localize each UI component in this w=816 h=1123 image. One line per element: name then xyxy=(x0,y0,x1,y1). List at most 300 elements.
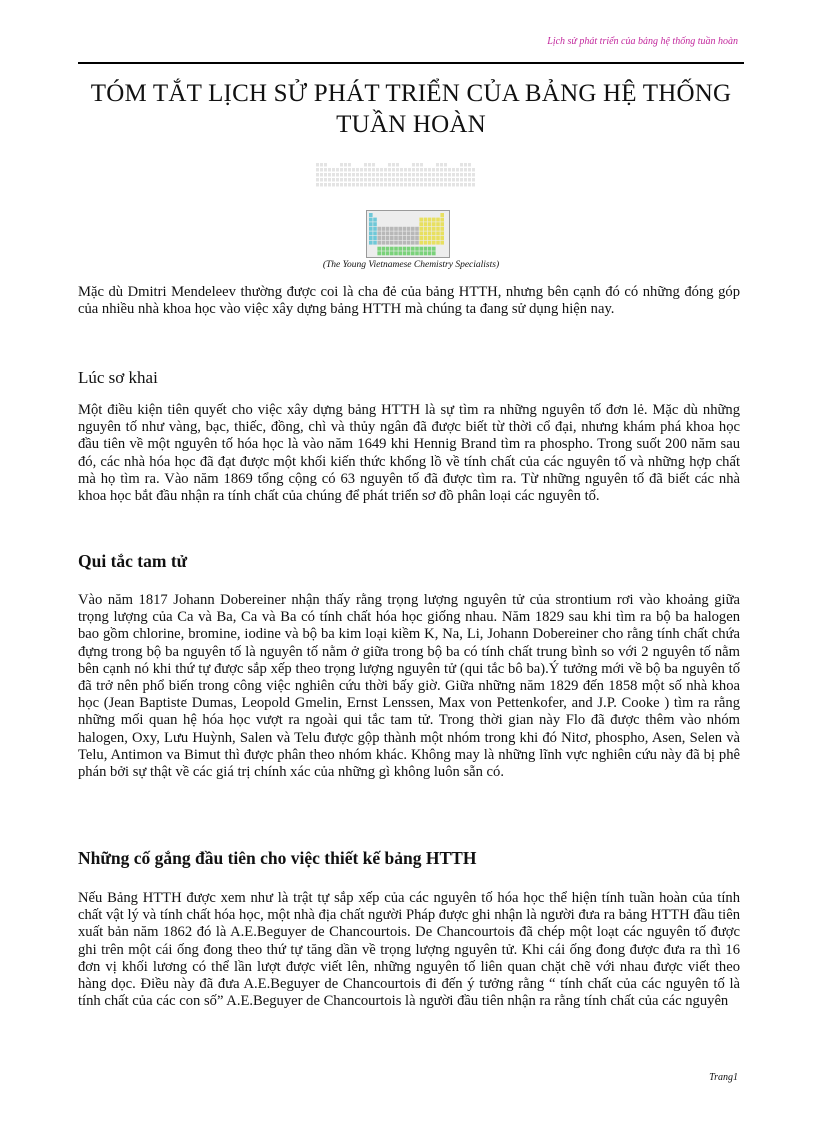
banner-cell xyxy=(324,168,327,172)
banner-cell xyxy=(444,163,447,167)
banner-cell xyxy=(316,183,319,187)
periodic-cell xyxy=(428,247,432,251)
periodic-cell xyxy=(369,231,373,235)
banner-cell xyxy=(440,168,443,172)
banner-cell xyxy=(364,173,367,177)
banner-cell xyxy=(432,183,435,187)
periodic-cell xyxy=(377,241,381,245)
banner-cell xyxy=(344,178,347,182)
banner-cell xyxy=(400,173,403,177)
periodic-cell xyxy=(394,236,398,240)
banner-cell xyxy=(348,183,351,187)
periodic-cell xyxy=(386,251,390,255)
periodic-cell xyxy=(440,231,444,235)
banner-cell xyxy=(328,183,331,187)
banner-cell xyxy=(472,178,475,182)
banner-cell xyxy=(328,178,331,182)
banner-cell xyxy=(428,178,431,182)
periodic-cell xyxy=(419,241,423,245)
banner-cell xyxy=(344,163,347,167)
periodic-cell xyxy=(382,251,386,255)
banner-cell xyxy=(316,178,319,182)
banner-cell xyxy=(412,178,415,182)
banner-cell xyxy=(448,168,451,172)
banner-cell xyxy=(436,163,439,167)
periodic-cell xyxy=(440,236,444,240)
banner-cell xyxy=(456,168,459,172)
banner-cell xyxy=(396,173,399,177)
banner-cell xyxy=(372,178,375,182)
banner-cell xyxy=(324,173,327,177)
banner-cell xyxy=(396,168,399,172)
banner-cell xyxy=(456,178,459,182)
banner-cell xyxy=(392,163,395,167)
banner-cell xyxy=(404,183,407,187)
banner-cell xyxy=(408,183,411,187)
section-body-early-days: Một điều kiện tiên quyết cho việc xây dựng bảng HTTH là sự tìm ra những nguyên tố đơn lẻ. Mặc dù những nguyên tố như vàng, bạc, thiếc, đồng, chì và thủy ngân đã được biết từ thời cổ đại, nhưng khám phá khoa học đầu tiên về một nguyên tố hóa học là vào năm 1649 khi Hennig Brand tìm ra phospho. Trong suốt 200 năm sau đó, các nhà hóa học đã đạt được một khối kiến thức khổng lồ về tính chất của các nguyên tố và những hợp chất mà họ tìm ra. Vào năm 1869 tổng cộng có 63 nguyên tố đã được tìm ra. Từ những nguyên tố đã biết các nhà khoa học bắt đầu nhận ra tính chất của chúng để phát triển sơ đồ phân loại các nguyên tố. xyxy=(78,402,740,505)
banner-cell xyxy=(336,173,339,177)
banner-cell xyxy=(380,168,383,172)
banner-cell xyxy=(448,173,451,177)
periodic-cell xyxy=(373,236,377,240)
banner-cell xyxy=(392,178,395,182)
banner-cell xyxy=(360,183,363,187)
banner-cell xyxy=(388,163,391,167)
page-header-note: Lịch sử phát triển của bảng hệ thống tuần hoàn xyxy=(547,36,738,47)
banner-cell xyxy=(392,183,395,187)
banner-cell xyxy=(368,168,371,172)
banner-cell xyxy=(400,178,403,182)
periodic-cell xyxy=(394,247,398,251)
banner-cell xyxy=(444,173,447,177)
banner-cell xyxy=(468,178,471,182)
periodic-cell xyxy=(424,218,428,222)
banner-cell xyxy=(468,163,471,167)
periodic-cell xyxy=(382,247,386,251)
banner-cell xyxy=(360,168,363,172)
periodic-cell xyxy=(386,227,390,231)
banner-cell xyxy=(324,183,327,187)
periodic-cell xyxy=(390,241,394,245)
periodic-cell xyxy=(415,251,419,255)
periodic-cell xyxy=(428,227,432,231)
banner-cell xyxy=(364,163,367,167)
banner-cell xyxy=(460,163,463,167)
banner-cell xyxy=(336,178,339,182)
periodic-cell xyxy=(424,222,428,226)
banner-cell xyxy=(396,163,399,167)
banner-cell xyxy=(460,173,463,177)
banner-cell xyxy=(404,173,407,177)
periodic-cell xyxy=(432,227,436,231)
banner-cell xyxy=(316,168,319,172)
periodic-cell xyxy=(424,231,428,235)
periodic-cell xyxy=(390,236,394,240)
banner-cell xyxy=(380,178,383,182)
banner-cell xyxy=(420,173,423,177)
periodic-cell xyxy=(424,227,428,231)
periodic-cell xyxy=(369,222,373,226)
banner-cell xyxy=(468,168,471,172)
periodic-cell xyxy=(390,227,394,231)
banner-cell xyxy=(332,173,335,177)
banner-cell xyxy=(428,183,431,187)
banner-cell xyxy=(448,178,451,182)
banner-cell xyxy=(364,168,367,172)
periodic-cell xyxy=(436,241,440,245)
banner-cell xyxy=(428,173,431,177)
banner-cell xyxy=(404,168,407,172)
periodic-cell xyxy=(428,251,432,255)
periodic-cell xyxy=(369,236,373,240)
banner-cell xyxy=(392,173,395,177)
banner-cell xyxy=(352,173,355,177)
banner-cell xyxy=(376,178,379,182)
periodic-cell xyxy=(398,227,402,231)
banner-cell xyxy=(332,168,335,172)
banner-cell xyxy=(416,163,419,167)
periodic-cell xyxy=(432,241,436,245)
banner-cell xyxy=(320,173,323,177)
page-title: TÓM TẮT LỊCH SỬ PHÁT TRIỂN CỦA BẢNG HỆ THỐNG TUẦN HOÀN xyxy=(90,80,732,138)
periodic-cell xyxy=(436,222,440,226)
periodic-cell xyxy=(424,251,428,255)
banner-cell xyxy=(388,168,391,172)
periodic-cell xyxy=(440,213,444,217)
figure-caption: (The Young Vietnamese Chemistry Specialists) xyxy=(322,260,500,270)
periodic-cell xyxy=(373,241,377,245)
banner-cell xyxy=(388,183,391,187)
banner-cell xyxy=(436,183,439,187)
banner-cell xyxy=(432,173,435,177)
banner-cell xyxy=(432,168,435,172)
banner-cell xyxy=(400,183,403,187)
periodic-cell xyxy=(419,247,423,251)
banner-cell xyxy=(388,178,391,182)
periodic-cell xyxy=(436,227,440,231)
banner-cell xyxy=(348,173,351,177)
periodic-cell xyxy=(369,213,373,217)
banner-cell xyxy=(412,183,415,187)
periodic-cell xyxy=(424,241,428,245)
banner-cell xyxy=(472,173,475,177)
banner-cell xyxy=(340,163,343,167)
periodic-cell xyxy=(432,251,436,255)
banner-cell xyxy=(424,183,427,187)
faded-periodic-table-banner xyxy=(314,157,478,191)
periodic-cell xyxy=(403,231,407,235)
periodic-cell xyxy=(419,227,423,231)
periodic-cell xyxy=(403,236,407,240)
banner-cell xyxy=(384,173,387,177)
banner-cell xyxy=(440,178,443,182)
banner-cell xyxy=(356,168,359,172)
periodic-cell xyxy=(373,231,377,235)
periodic-cell xyxy=(432,222,436,226)
periodic-cell xyxy=(394,251,398,255)
banner-cell xyxy=(464,183,467,187)
periodic-cell xyxy=(386,247,390,251)
periodic-cell xyxy=(407,236,411,240)
periodic-cell xyxy=(403,247,407,251)
periodic-cell xyxy=(403,251,407,255)
banner-cell xyxy=(320,168,323,172)
banner-cell xyxy=(352,168,355,172)
periodic-cell xyxy=(411,251,415,255)
banner-cell xyxy=(332,183,335,187)
periodic-cell xyxy=(415,227,419,231)
periodic-cell xyxy=(419,222,423,226)
periodic-cell xyxy=(419,236,423,240)
periodic-cell xyxy=(428,222,432,226)
banner-cell xyxy=(356,183,359,187)
banner-cell xyxy=(388,173,391,177)
periodic-cell xyxy=(386,241,390,245)
banner-cell xyxy=(368,183,371,187)
periodic-cell xyxy=(419,231,423,235)
periodic-cell xyxy=(377,236,381,240)
section-body-first-attempts: Nếu Bảng HTTH được xem như là trật tự sắp xếp của các nguyên tố hóa học thể hiện tính tuần hoàn của tính chất vật lý và tính chất hóa học, một nhà địa chất người Pháp được ghi nhận là người đưa ra bảng HTTH đầu tiên xuất bản năm 1862 đó là A.E.Beguyer de Chancourtois. De Chancourtois đã chép một loạt các nguyên tố được ghi trên một cái ống đong theo thứ tự tăng dần về trọng lượng nguyên tử. Khi cái ống đong được đưa ra thì 16 đơn vị khối lương có thể lần lượt được viết lên, những nguyên tố liên quan chặt chẽ với nhau được viết theo hàng dọc. Điều này đã đưa A.E.Beguyer de Chancourtois đi đến ý tưởng rằng “ tính chất của các nguyên tố là tính chất của các con số” A.E.Beguyer de Chancourtois là người đầu tiên nhận ra rằng tính chất của các nguyên xyxy=(78,890,740,1010)
periodic-cell xyxy=(373,227,377,231)
periodic-cell xyxy=(419,218,423,222)
periodic-cell xyxy=(386,231,390,235)
banner-cell xyxy=(464,168,467,172)
periodic-cell xyxy=(369,241,373,245)
periodic-cell xyxy=(415,231,419,235)
periodic-cell xyxy=(407,241,411,245)
periodic-cell xyxy=(377,251,381,255)
banner-cell xyxy=(328,168,331,172)
banner-cell xyxy=(468,183,471,187)
banner-cell xyxy=(384,168,387,172)
banner-cell xyxy=(436,178,439,182)
banner-cell xyxy=(424,178,427,182)
section-body-triads: Vào năm 1817 Johann Dobereiner nhận thấy rằng trọng lượng nguyên tử của strontium rơi vào khoảng giữa trọng lượng của Ca và Ba, Ca và Ba có tính chất hóa học giống nhau. Năm 1829 sau khi tìm ra bộ ba halogen bao gồm chlorine, bromine, iodine và bộ ba kim loại kiềm K, Na, Li, Johann Dobereiner cho rằng tính chất chứa đựng trong bộ ba nguyên tố là nguyên tố nằm ở giữa trong bộ ba có tính chất trung bình so với 2 nguyên tố nằm bên cạnh nó khi thứ tự được sắp xếp theo trọng lượng nguyên tử (qui tắc bô ba).Ý tưởng mới về bộ ba nguyên tố đã trở nên phổ biến trong công việc nghiên cứu thời bấy giờ. Giữa những năm 1829 đến 1858 một số nhà khoa học (Jean Baptiste Dumas, Leopold Gmelin, Ernst Lenssen, Max von Pettenkofer, and J.P. Cooke ) tìm ra rằng những mối quan hệ hóa học vượt ra ngoài qui tắc tam tử. Trong thời gian này Flo đã được thêm vào nhóm halogen, Oxy, Lưu Huỳnh, Salen và Telu được gộp thành một nhóm trong khi đó Nitơ, phospho, Asen, Selen và Telu, Antimon va Bimut thì được phân theo nhóm khác. Không may là những lĩnh vực nghiên cứu này đã bị phê phán bởi sự thật về các giá trị chính xác của những gì không luôn sẵn có. xyxy=(78,592,740,781)
banner-cell xyxy=(416,168,419,172)
periodic-cell xyxy=(398,247,402,251)
banner-cell xyxy=(412,173,415,177)
banner-cell xyxy=(424,173,427,177)
banner-cell xyxy=(356,178,359,182)
periodic-cell xyxy=(382,227,386,231)
periodic-cell xyxy=(390,251,394,255)
periodic-cell xyxy=(403,227,407,231)
banner-cell xyxy=(372,163,375,167)
periodic-cell xyxy=(436,231,440,235)
periodic-cell xyxy=(428,218,432,222)
periodic-cell xyxy=(386,236,390,240)
periodic-cell xyxy=(411,236,415,240)
periodic-cell xyxy=(440,218,444,222)
section-heading-first-attempts: Những cố gắng đầu tiên cho việc thiết kế bảng HTTH xyxy=(78,848,477,868)
banner-cell xyxy=(336,183,339,187)
banner-cell xyxy=(420,183,423,187)
banner-cell xyxy=(416,178,419,182)
banner-cell xyxy=(348,168,351,172)
banner-cell xyxy=(468,173,471,177)
banner-cell xyxy=(328,173,331,177)
banner-cell xyxy=(440,173,443,177)
periodic-cell xyxy=(394,241,398,245)
banner-cell xyxy=(340,173,343,177)
banner-cell xyxy=(380,183,383,187)
periodic-cell xyxy=(428,241,432,245)
banner-cell xyxy=(332,178,335,182)
banner-cell xyxy=(448,183,451,187)
banner-cell xyxy=(324,163,327,167)
periodic-cell xyxy=(424,247,428,251)
periodic-cell xyxy=(428,231,432,235)
banner-cell xyxy=(412,168,415,172)
periodic-cell xyxy=(382,241,386,245)
banner-cell xyxy=(368,163,371,167)
periodic-cell xyxy=(440,227,444,231)
periodic-cell xyxy=(373,218,377,222)
periodic-cell xyxy=(407,227,411,231)
intro-paragraph: Mặc dù Dmitri Mendeleev thường được coi là cha đẻ của bảng HTTH, nhưng bên cạnh đó có những đóng góp của nhiều nhà khoa học vào việc xây dựng bảng HTTH mà chúng ta đang sử dụng hiện nay. xyxy=(78,284,740,318)
periodic-table-icon xyxy=(366,210,450,258)
periodic-cell xyxy=(411,227,415,231)
banner-cell xyxy=(376,168,379,172)
banner-cell xyxy=(396,183,399,187)
periodic-cell xyxy=(428,236,432,240)
periodic-cell xyxy=(411,247,415,251)
periodic-cell xyxy=(432,231,436,235)
banner-cell xyxy=(460,183,463,187)
banner-cell xyxy=(432,178,435,182)
banner-cell xyxy=(460,168,463,172)
periodic-cell xyxy=(369,227,373,231)
banner-cell xyxy=(344,168,347,172)
banner-cell xyxy=(348,163,351,167)
banner-cell xyxy=(444,168,447,172)
banner-cell xyxy=(316,163,319,167)
banner-cell xyxy=(344,173,347,177)
periodic-cell xyxy=(369,218,373,222)
periodic-cell xyxy=(377,231,381,235)
periodic-cell xyxy=(407,251,411,255)
periodic-cell xyxy=(398,236,402,240)
periodic-cell xyxy=(403,241,407,245)
banner-cell xyxy=(392,168,395,172)
periodic-cell xyxy=(432,236,436,240)
banner-cell xyxy=(372,173,375,177)
banner-cell xyxy=(436,168,439,172)
page-number: Trang1 xyxy=(709,1072,738,1083)
banner-cell xyxy=(396,178,399,182)
banner-cell xyxy=(404,178,407,182)
periodic-cell xyxy=(390,231,394,235)
banner-cell xyxy=(472,183,475,187)
banner-cell xyxy=(420,178,423,182)
banner-cell xyxy=(360,173,363,177)
banner-cell xyxy=(320,183,323,187)
banner-cell xyxy=(316,173,319,177)
periodic-cell xyxy=(377,247,381,251)
banner-cell xyxy=(344,183,347,187)
banner-cell xyxy=(352,183,355,187)
section-heading-triads: Qui tắc tam tử xyxy=(78,551,188,571)
periodic-cell xyxy=(415,236,419,240)
banner-cell xyxy=(456,183,459,187)
periodic-cell xyxy=(398,251,402,255)
banner-cell xyxy=(428,168,431,172)
banner-cell xyxy=(408,173,411,177)
banner-cell xyxy=(356,173,359,177)
banner-cell xyxy=(320,178,323,182)
banner-cell xyxy=(452,178,455,182)
banner-cell xyxy=(464,163,467,167)
banner-cell xyxy=(440,163,443,167)
banner-cell xyxy=(376,173,379,177)
periodic-cell xyxy=(432,247,436,251)
banner-cell xyxy=(464,173,467,177)
banner-cell xyxy=(372,183,375,187)
periodic-cell xyxy=(382,236,386,240)
section-heading-early-days: Lúc sơ khai xyxy=(78,368,158,387)
banner-cell xyxy=(464,178,467,182)
banner-cell xyxy=(348,178,351,182)
banner-cell xyxy=(336,168,339,172)
banner-cell xyxy=(444,183,447,187)
periodic-cell xyxy=(440,241,444,245)
banner-cell xyxy=(452,168,455,172)
banner-cell xyxy=(444,178,447,182)
banner-cell xyxy=(416,173,419,177)
banner-cell xyxy=(424,168,427,172)
banner-cell xyxy=(408,178,411,182)
banner-cell xyxy=(440,183,443,187)
periodic-cell xyxy=(424,236,428,240)
periodic-cell xyxy=(419,251,423,255)
banner-cell xyxy=(340,178,343,182)
banner-cell xyxy=(380,173,383,177)
banner-cell xyxy=(364,183,367,187)
periodic-cell xyxy=(407,247,411,251)
banner-cell xyxy=(436,173,439,177)
periodic-cell xyxy=(415,241,419,245)
periodic-cell xyxy=(411,231,415,235)
banner-cell xyxy=(452,173,455,177)
banner-cell xyxy=(420,168,423,172)
periodic-cell xyxy=(398,231,402,235)
periodic-cell xyxy=(373,222,377,226)
banner-cell xyxy=(324,178,327,182)
banner-cell xyxy=(412,163,415,167)
periodic-cell xyxy=(411,241,415,245)
banner-cell xyxy=(456,173,459,177)
banner-cell xyxy=(420,163,423,167)
banner-cell xyxy=(320,163,323,167)
banner-cell xyxy=(372,168,375,172)
banner-cell xyxy=(472,168,475,172)
banner-cell xyxy=(340,168,343,172)
periodic-cell xyxy=(390,247,394,251)
periodic-cell xyxy=(436,236,440,240)
banner-cell xyxy=(384,183,387,187)
periodic-cell xyxy=(415,247,419,251)
banner-cell xyxy=(460,178,463,182)
header-rule xyxy=(78,62,744,64)
banner-cell xyxy=(368,178,371,182)
banner-cell xyxy=(400,168,403,172)
banner-cell xyxy=(408,168,411,172)
banner-cell xyxy=(352,178,355,182)
periodic-cell xyxy=(407,231,411,235)
banner-cell xyxy=(340,183,343,187)
banner-cell xyxy=(364,178,367,182)
periodic-cell xyxy=(394,227,398,231)
